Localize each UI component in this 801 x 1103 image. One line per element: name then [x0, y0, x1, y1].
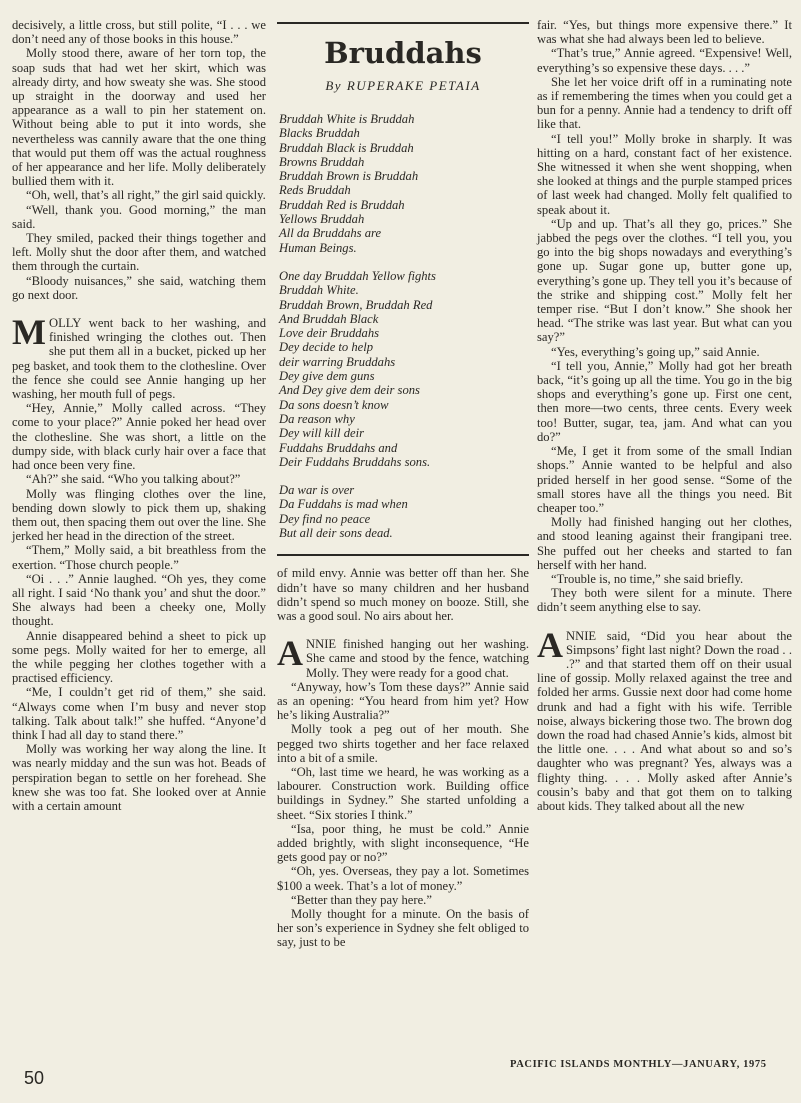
poem-line: Bruddah White. — [279, 283, 359, 298]
paragraph-dropcap: ANNIE finished hanging out her washing. She came and stood by the fence, watching Molly. They were ready for a good chat. — [277, 633, 529, 680]
paragraph: Molly was working her way along the line. It was nearly midday and the sun was hot. Beads of perspiration began to settle on her forehead. She knew she was too fat. She looked over at Annie with a certain amount — [12, 742, 266, 813]
paragraph: “Me, I get it from some of the small Indian shops.” Annie wanted to be helpful and also prided herself in her good sense. “Some of the small stores have all the things you need. Bit cheaper too.” — [537, 444, 792, 515]
poem-line: Deir Fuddahs Bruddahs sons. — [279, 454, 431, 469]
poem-line: Human Beings. — [279, 240, 357, 255]
publication-footer: PACIFIC ISLANDS MONTHLY—JANUARY, 1975 — [510, 1059, 767, 1070]
poem-line: Blacks Bruddah — [279, 126, 360, 141]
divider — [277, 554, 529, 556]
poem-line: deir warring Bruddahs — [279, 354, 396, 369]
paragraph: They both were silent for a minute. There didn’t seem anything else to say. — [537, 586, 792, 615]
paragraph: They smiled, packed their things together and left. Molly shut the door after them, and watched them through the curtain. — [12, 231, 266, 274]
paragraph: “Ah?” she said. “Who you talking about?” — [26, 472, 241, 487]
poem-line: Bruddah Brown, Bruddah Red — [279, 297, 433, 312]
paragraph: fair. “Yes, but things more expensive there.” It was what she had always been led to believe. — [537, 18, 792, 47]
poem-stanza — [279, 483, 529, 540]
poem-line: Da sons doesn’t know — [279, 397, 389, 412]
page-number: 50 — [24, 1068, 45, 1088]
drop-cap: A — [537, 624, 563, 665]
paragraph: “Oh, last time we heard, he was working as a labourer. Construction work. Building office buildings in Sydney.” She started unfolding a sheet. “Six stories I think.” — [277, 764, 529, 822]
paragraph: Annie disappeared behind a sheet to pick up some pegs. Molly waited for her to emerge, all the while pegging her clothes together with a practised efficiency. — [12, 628, 266, 686]
paragraph: “I tell you, Annie,” Molly had got her breath back, “it’s going up all the time. You go in the big shops and everything’s gone up. First one cent, then more—two cents, three cents. Every week too! Butter, sugar, tea, jam. And what can you do?” — [537, 358, 792, 444]
poem-line: Bruddah Black is Bruddah — [279, 140, 414, 155]
poem-line: Browns Bruddah — [279, 154, 365, 169]
paragraph: “Isa, poor thing, he must be cold.” Annie added brightly, with slight inconsequence, “He gets good pay or no?” — [277, 821, 529, 865]
paragraph-dropcap: MOLLY went back to her washing, and finished wringing the clothes out. Then she put them all in a bucket, picked up her peg basket, and took them to the clothesline. Over the fence she could see Annie hanging up her washing, her mouth full of pegs. — [12, 312, 266, 402]
poem-line: Love deir Bruddahs — [279, 326, 380, 341]
paragraph: “Yes, everything’s going up,” said Annie. — [551, 344, 760, 359]
poem-line: Dey find no peace — [279, 511, 371, 526]
poem-title: Bruddahs — [324, 36, 482, 70]
paragraph: Molly was flinging clothes over the line, bending down slowly to pick them up, shaking them out, then spacing them out over the line. She jerked her head in the direction of the street. — [12, 486, 266, 544]
paragraph: “Up and up. That’s all they go, prices.” She jabbed the pegs over the clothes. “I tell you, you go into the big shops nowadays and everything’s gone up. Sugar gone up, butter gone up, everything’s gone up. They tell you it’s because of the strike and shipping cost.” Molly felt her temper rise. “But I don’t know.” She shook her head. “The strike was last year. But what can you say?” — [537, 216, 792, 345]
paragraph: “I tell you!” Molly broke in sharply. It was hitting on a hard, constant fact of her existence. She witnessed it when she went shopping, when she looked at things and the purple stamped prices of last week had changed. Molly felt qualified to speak about it. — [537, 131, 792, 217]
paragraph: Molly took a peg out of her mouth. She pegged two shirts together and her face relaxed into a bit of a smile. — [277, 722, 529, 765]
poem-line: Da war is over — [279, 483, 355, 498]
poem-stanza — [279, 112, 529, 255]
poem-stanza — [279, 269, 529, 469]
paragraph: She let her voice drift off in a ruminating note as if remembering the times when you could get a bun for a penny. Annie had a tendency to drift off like that. — [537, 74, 792, 132]
poem-line: Bruddah Brown is Bruddah — [279, 169, 419, 184]
paragraph: “Oh, yes. Overseas, they pay a lot. Sometimes $100 a week. That’s a lot of money.” — [277, 864, 529, 893]
paragraph: “Oi . . .” Annie laughed. “Oh yes, they come all right. I said ‘No thank you’ and shut the door.” She always had been a cheeky one, Molly thought. — [12, 571, 266, 629]
poem-line: And Dey give dem deir sons — [279, 383, 420, 398]
drop-cap: M — [12, 312, 46, 353]
poem-line: And Bruddah Black — [279, 311, 379, 326]
paragraph: of mild envy. Annie was better off than her. She didn’t have so many children and her husband didn’t spend so much money on booze. Still, she was a good soul. No airs about her. — [277, 566, 529, 623]
paragraph: decisively, a little cross, but still polite, “I . . . we don’t need any of those books in this house.” — [12, 18, 266, 47]
paragraph: Molly had finished hanging out her clothes, and stood leaning against their frangipani tree. She puffed out her cheeks and started to fan herself with her hand. — [537, 515, 792, 572]
poem-line: Yellows Bruddah — [279, 212, 365, 227]
divider — [277, 22, 529, 24]
paragraph-dropcap: ANNIE said, “Did you hear about the Simpsons’ fight last night? Down the road . . .?” and that started them off on their usual line of gossip. Molly relaxed against the tree and folded her arms. Gussie next door had come home drunk and had a fight with his wife. Terrible noise, always bickering those two. The brown dog down the road had chased Annie’s kids, almost bit the little one. . . . And what about so and so’s daughter who was pregnant? Yes, always was a flighty thing. . . . Molly asked after Annie’s cousin’s baby and that got them on to talking about kids. They talked about all the new — [537, 624, 792, 813]
column-middle — [277, 18, 529, 950]
poem-line: One day Bruddah Yellow fights — [279, 268, 436, 283]
poem-line: Da Fuddahs is mad when — [279, 497, 408, 512]
paragraph: “Me, I couldn’t get rid of them,” she said. “Always come when I’m busy and never stop talking. Talk about talk!” she huffed. “Anyone’d think I had all day to stand there.” — [12, 685, 266, 742]
column-right — [537, 18, 792, 813]
poem-line: Reds Bruddah — [279, 183, 351, 198]
paragraph: “That’s true,” Annie agreed. “Expensive! Well, everything’s so expensive these days. . . .” — [537, 46, 792, 75]
paragraph: “Bloody nuisances,” she said, watching them go next door. — [12, 273, 266, 302]
paragraph: “Better than they pay here.” — [291, 892, 432, 907]
poem-line: All da Bruddahs are — [279, 226, 382, 241]
poem-line: Dey will kill deir — [279, 426, 364, 441]
poem-line: Fuddahs Bruddahs and — [279, 440, 398, 455]
paragraph: “Oh, well, that’s all right,” the girl said quickly. — [26, 188, 266, 203]
poem-line: Da reason why — [279, 411, 355, 426]
paragraph: “Well, thank you. Good morning,” the man said. — [12, 202, 266, 231]
poem-line: Dey give dem guns — [279, 369, 375, 384]
paragraph: “Hey, Annie,” Molly called across. “They come to your place?” Annie poked her head over the clothesline. She was short, a little on the dumpy side, with black curly hair over a face that had once been very fine. — [12, 401, 266, 473]
drop-cap: A — [277, 633, 303, 674]
poem-line: Bruddah Red is Bruddah — [279, 197, 405, 212]
poem-line: Bruddah White is Bruddah — [279, 112, 415, 126]
poem-byline: By RUPERAKE PETAIA — [325, 78, 481, 93]
paragraph: Molly thought for a minute. On the basis of her son’s experience in Sydney she felt obliged to say, just to be — [277, 906, 529, 950]
column-left — [12, 18, 266, 813]
poem-line: But all deir sons dead. — [279, 526, 393, 541]
paragraph: “Trouble is, no time,” she said briefly. — [551, 571, 744, 586]
poem-line: Dey decide to help — [279, 340, 374, 355]
paragraph: “Them,” Molly said, a bit breathless from the exertion. “Those church people.” — [12, 543, 266, 572]
paragraph: “Anyway, how’s Tom these days?” Annie said as an opening: “You heard from him yet? How he’s liking Australia?” — [277, 679, 529, 723]
paragraph: Molly stood there, aware of her torn top, the soap suds that had wet her skirt, which was already dirty, and how sweaty she was. She stood up straight in the doorway and used her appearance as a wall to pin her statement on. Without being able to put it into words, she nevertheless was cannily aware that the one thing that would put them off was the actual roughness of her appearance and her life. Molly deliberately bullied them with it. — [12, 46, 266, 189]
